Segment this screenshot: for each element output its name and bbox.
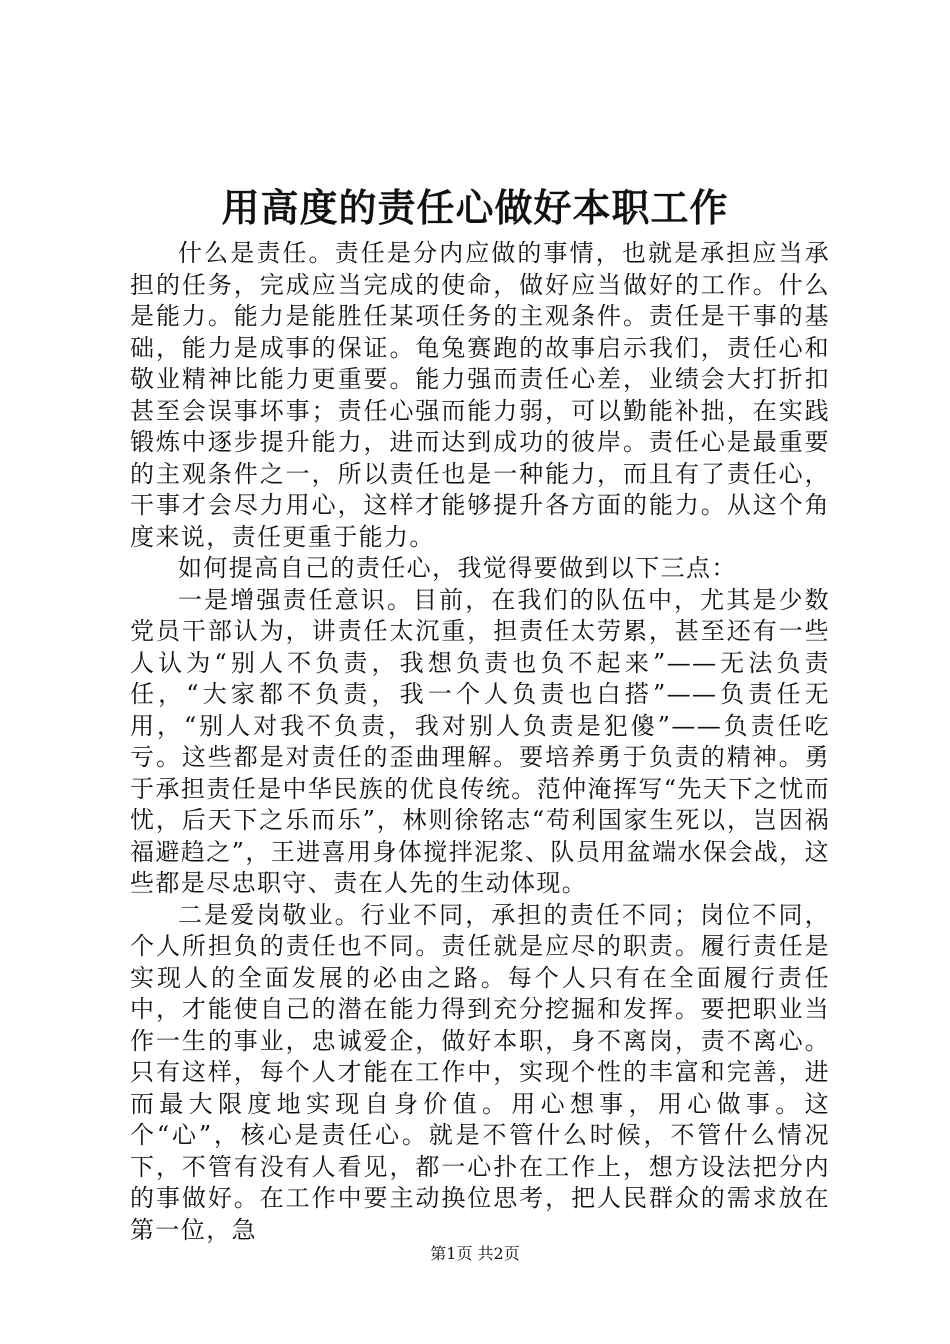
paragraph-point-one: 一是增强责任意识。目前，在我们的队伍中，尤其是少数党员干部认为，讲责任太沉重，担责任太劳累，甚至还有一些人认为“别人不负责，我想负责也负不起来”——无法负责任，“大家都不负责，我一个人负责也白搭”——负责任无用，“别人对我不负责，我对别人负责是犯傻”——负责任吃亏。这些都是对责任的歪曲理解。要培养勇于负责的精神。勇于承担责任是中华民族的优良传统。范仲淹挥写“先天下之忧而忧，后天下之乐而乐”，林则徐铭志“苟利国家生死以，岂因祸福避趋之”，王进喜用身体搅拌泥浆、队员用盆端水保会战，这些都是尽忠职守、责在人先的生动体现。: [130, 585, 830, 897]
paragraph-how-to-improve: 如何提高自己的责任心，我觉得要做到以下三点：: [178, 554, 737, 582]
document-body: [130, 238, 830, 1246]
page-number-footer: 第1页 共2页: [430, 1244, 520, 1263]
paragraph-point-two: 二是爱岗敬业。行业不同，承担的责任不同；岗位不同，个人所担负的责任也不同。责任就是应尽的职责。履行责任是实现人的全面发展的必由之路。每个人只有在全面履行责任中，才能使自己的潜在能力得到充分挖掘和发挥。要把职业当作一生的事业，忠诚爱企，做好本职，身不离岗，责不离心。只有这样，每个人才能在工作中，实现个性的丰富和完善，进而最大限度地实现自身价值。用心想事，用心做事。这个“心”，核心是责任心。就是不管什么时候，不管什么情况下，不管有没有人看见，都一心扑在工作上，想方设法把分内的事做好。在工作中要主动换位思考，把人民群众的需求放在第一位，急: [130, 900, 830, 1244]
paragraph-responsibility-definition: 什么是责任。责任是分内应做的事情，也就是承担应当承担的任务，完成应当完成的使命，做好应当做好的工作。什么是能力。能力是能胜任某项任务的主观条件。责任是干事的基础，能力是成事的保证。龟兔赛跑的故事启示我们，责任心和敬业精神比能力更重要。能力强而责任心差，业绩会大打折扣甚至会误事坏事；责任心强而能力弱，可以勤能补拙，在实践锻炼中逐步提升能力，进而达到成功的彼岸。责任心是最重要的主观条件之一，所以责任也是一种能力，而且有了责任心，干事才会尽力用心，这样才能够提升各方面的能力。从这个角度来说，责任更重于能力。: [130, 239, 830, 551]
document-title: 用高度的责任心做好本职工作: [221, 185, 729, 230]
